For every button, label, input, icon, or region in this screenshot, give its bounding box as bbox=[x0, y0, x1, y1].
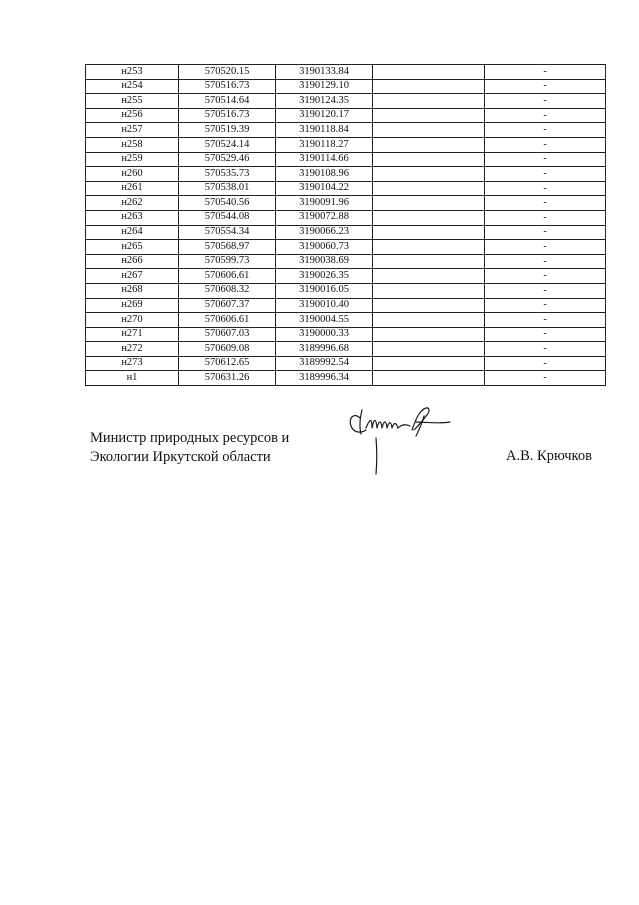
point-number-cell: н256 bbox=[86, 108, 179, 123]
y-coordinate-cell: 3190016.05 bbox=[276, 283, 373, 298]
coordinates-table-body bbox=[86, 65, 606, 386]
point-number-cell: н261 bbox=[86, 181, 179, 196]
y-coordinate-cell: 3190133.84 bbox=[276, 65, 373, 80]
table-row bbox=[86, 181, 606, 196]
x-coordinate-cell: 570540.56 bbox=[179, 196, 276, 211]
empty-cell bbox=[373, 313, 485, 328]
table-row bbox=[86, 240, 606, 255]
table-row bbox=[86, 210, 606, 225]
x-coordinate-cell: 570599.73 bbox=[179, 254, 276, 269]
x-coordinate-cell: 570524.14 bbox=[179, 137, 276, 152]
empty-cell bbox=[373, 298, 485, 313]
point-number-cell: н257 bbox=[86, 123, 179, 138]
note-cell: - bbox=[485, 108, 606, 123]
y-coordinate-cell: 3190118.84 bbox=[276, 123, 373, 138]
table-row bbox=[86, 283, 606, 298]
table-row bbox=[86, 356, 606, 371]
note-cell: - bbox=[485, 342, 606, 357]
empty-cell bbox=[373, 225, 485, 240]
note-cell: - bbox=[485, 327, 606, 342]
table-row bbox=[86, 342, 606, 357]
empty-cell bbox=[373, 181, 485, 196]
point-number-cell: н260 bbox=[86, 167, 179, 182]
table-row bbox=[86, 137, 606, 152]
note-cell: - bbox=[485, 79, 606, 94]
signatory-position bbox=[90, 429, 289, 467]
note-cell: - bbox=[485, 123, 606, 138]
point-number-cell: н263 bbox=[86, 210, 179, 225]
point-number-cell: н270 bbox=[86, 313, 179, 328]
y-coordinate-cell: 3190026.35 bbox=[276, 269, 373, 284]
x-coordinate-cell: 570520.15 bbox=[179, 65, 276, 80]
y-coordinate-cell: 3190104.22 bbox=[276, 181, 373, 196]
point-number-cell: н255 bbox=[86, 94, 179, 109]
table-row bbox=[86, 298, 606, 313]
empty-cell bbox=[373, 94, 485, 109]
table-row bbox=[86, 79, 606, 94]
empty-cell bbox=[373, 123, 485, 138]
y-coordinate-cell: 3190114.66 bbox=[276, 152, 373, 167]
point-number-cell: н266 bbox=[86, 254, 179, 269]
table-row bbox=[86, 225, 606, 240]
note-cell: - bbox=[485, 181, 606, 196]
note-cell: - bbox=[485, 196, 606, 211]
note-cell: - bbox=[485, 137, 606, 152]
empty-cell bbox=[373, 254, 485, 269]
empty-cell bbox=[373, 371, 485, 386]
empty-cell bbox=[373, 269, 485, 284]
point-number-cell: н265 bbox=[86, 240, 179, 255]
table-row bbox=[86, 65, 606, 80]
note-cell: - bbox=[485, 152, 606, 167]
y-coordinate-cell: 3189996.68 bbox=[276, 342, 373, 357]
y-coordinate-cell: 3190108.96 bbox=[276, 167, 373, 182]
table-row bbox=[86, 108, 606, 123]
empty-cell bbox=[373, 196, 485, 211]
note-cell: - bbox=[485, 313, 606, 328]
note-cell: - bbox=[485, 94, 606, 109]
y-coordinate-cell: 3190066.23 bbox=[276, 225, 373, 240]
empty-cell bbox=[373, 342, 485, 357]
x-coordinate-cell: 570608.32 bbox=[179, 283, 276, 298]
table-row bbox=[86, 123, 606, 138]
y-coordinate-cell: 3189996.34 bbox=[276, 371, 373, 386]
x-coordinate-cell: 570516.73 bbox=[179, 108, 276, 123]
y-coordinate-cell: 3190004.55 bbox=[276, 313, 373, 328]
note-cell: - bbox=[485, 225, 606, 240]
x-coordinate-cell: 570529.46 bbox=[179, 152, 276, 167]
y-coordinate-cell: 3190118.27 bbox=[276, 137, 373, 152]
y-coordinate-cell: 3190072.88 bbox=[276, 210, 373, 225]
point-number-cell: н269 bbox=[86, 298, 179, 313]
x-coordinate-cell: 570544.08 bbox=[179, 210, 276, 225]
x-coordinate-cell: 570516.73 bbox=[179, 79, 276, 94]
x-coordinate-cell: 570538.01 bbox=[179, 181, 276, 196]
coordinates-table bbox=[85, 64, 606, 386]
x-coordinate-cell: 570607.03 bbox=[179, 327, 276, 342]
point-number-cell: н253 bbox=[86, 65, 179, 80]
x-coordinate-cell: 570535.73 bbox=[179, 167, 276, 182]
x-coordinate-cell: 570514.64 bbox=[179, 94, 276, 109]
note-cell: - bbox=[485, 254, 606, 269]
empty-cell bbox=[373, 108, 485, 123]
table-row bbox=[86, 196, 606, 211]
x-coordinate-cell: 570519.39 bbox=[179, 123, 276, 138]
x-coordinate-cell: 570612.65 bbox=[179, 356, 276, 371]
table-row bbox=[86, 152, 606, 167]
empty-cell bbox=[373, 240, 485, 255]
note-cell: - bbox=[485, 356, 606, 371]
x-coordinate-cell: 570606.61 bbox=[179, 269, 276, 284]
note-cell: - bbox=[485, 269, 606, 284]
y-coordinate-cell: 3190129.10 bbox=[276, 79, 373, 94]
empty-cell bbox=[373, 65, 485, 80]
x-coordinate-cell: 570609.08 bbox=[179, 342, 276, 357]
x-coordinate-cell: 570631.26 bbox=[179, 371, 276, 386]
point-number-cell: н267 bbox=[86, 269, 179, 284]
point-number-cell: н262 bbox=[86, 196, 179, 211]
empty-cell bbox=[373, 327, 485, 342]
point-number-cell: н273 bbox=[86, 356, 179, 371]
empty-cell bbox=[373, 210, 485, 225]
note-cell: - bbox=[485, 65, 606, 80]
x-coordinate-cell: 570554.34 bbox=[179, 225, 276, 240]
empty-cell bbox=[373, 283, 485, 298]
note-cell: - bbox=[485, 283, 606, 298]
signatory-name: А.В. Крючков bbox=[506, 448, 592, 464]
y-coordinate-cell: 3190060.73 bbox=[276, 240, 373, 255]
y-coordinate-cell: 3189992.54 bbox=[276, 356, 373, 371]
empty-cell bbox=[373, 167, 485, 182]
point-number-cell: н264 bbox=[86, 225, 179, 240]
table-row bbox=[86, 269, 606, 284]
position-line-1: Министр природных ресурсов и bbox=[90, 430, 290, 446]
y-coordinate-cell: 3190038.69 bbox=[276, 254, 373, 269]
y-coordinate-cell: 3190010.40 bbox=[276, 298, 373, 313]
point-number-cell: н259 bbox=[86, 152, 179, 167]
table-row bbox=[86, 313, 606, 328]
point-number-cell: н268 bbox=[86, 283, 179, 298]
point-number-cell: н272 bbox=[86, 342, 179, 357]
y-coordinate-cell: 3190120.17 bbox=[276, 108, 373, 123]
empty-cell bbox=[373, 152, 485, 167]
y-coordinate-cell: 3190091.96 bbox=[276, 196, 373, 211]
point-number-cell: н1 bbox=[86, 371, 179, 386]
x-coordinate-cell: 570606.61 bbox=[179, 313, 276, 328]
point-number-cell: н271 bbox=[86, 327, 179, 342]
note-cell: - bbox=[485, 371, 606, 386]
empty-cell bbox=[373, 79, 485, 94]
note-cell: - bbox=[485, 240, 606, 255]
note-cell: - bbox=[485, 167, 606, 182]
handwritten-signature bbox=[346, 404, 458, 476]
empty-cell bbox=[373, 356, 485, 371]
y-coordinate-cell: 3190124.35 bbox=[276, 94, 373, 109]
table-row bbox=[86, 167, 606, 182]
table-row bbox=[86, 94, 606, 109]
note-cell: - bbox=[485, 298, 606, 313]
empty-cell bbox=[373, 137, 485, 152]
note-cell: - bbox=[485, 210, 606, 225]
position-line-2: Экологии Иркутской области bbox=[90, 449, 271, 465]
point-number-cell: н254 bbox=[86, 79, 179, 94]
table-row bbox=[86, 254, 606, 269]
y-coordinate-cell: 3190000.33 bbox=[276, 327, 373, 342]
x-coordinate-cell: 570607.37 bbox=[179, 298, 276, 313]
x-coordinate-cell: 570568.97 bbox=[179, 240, 276, 255]
table-row bbox=[86, 327, 606, 342]
point-number-cell: н258 bbox=[86, 137, 179, 152]
table-row bbox=[86, 371, 606, 386]
